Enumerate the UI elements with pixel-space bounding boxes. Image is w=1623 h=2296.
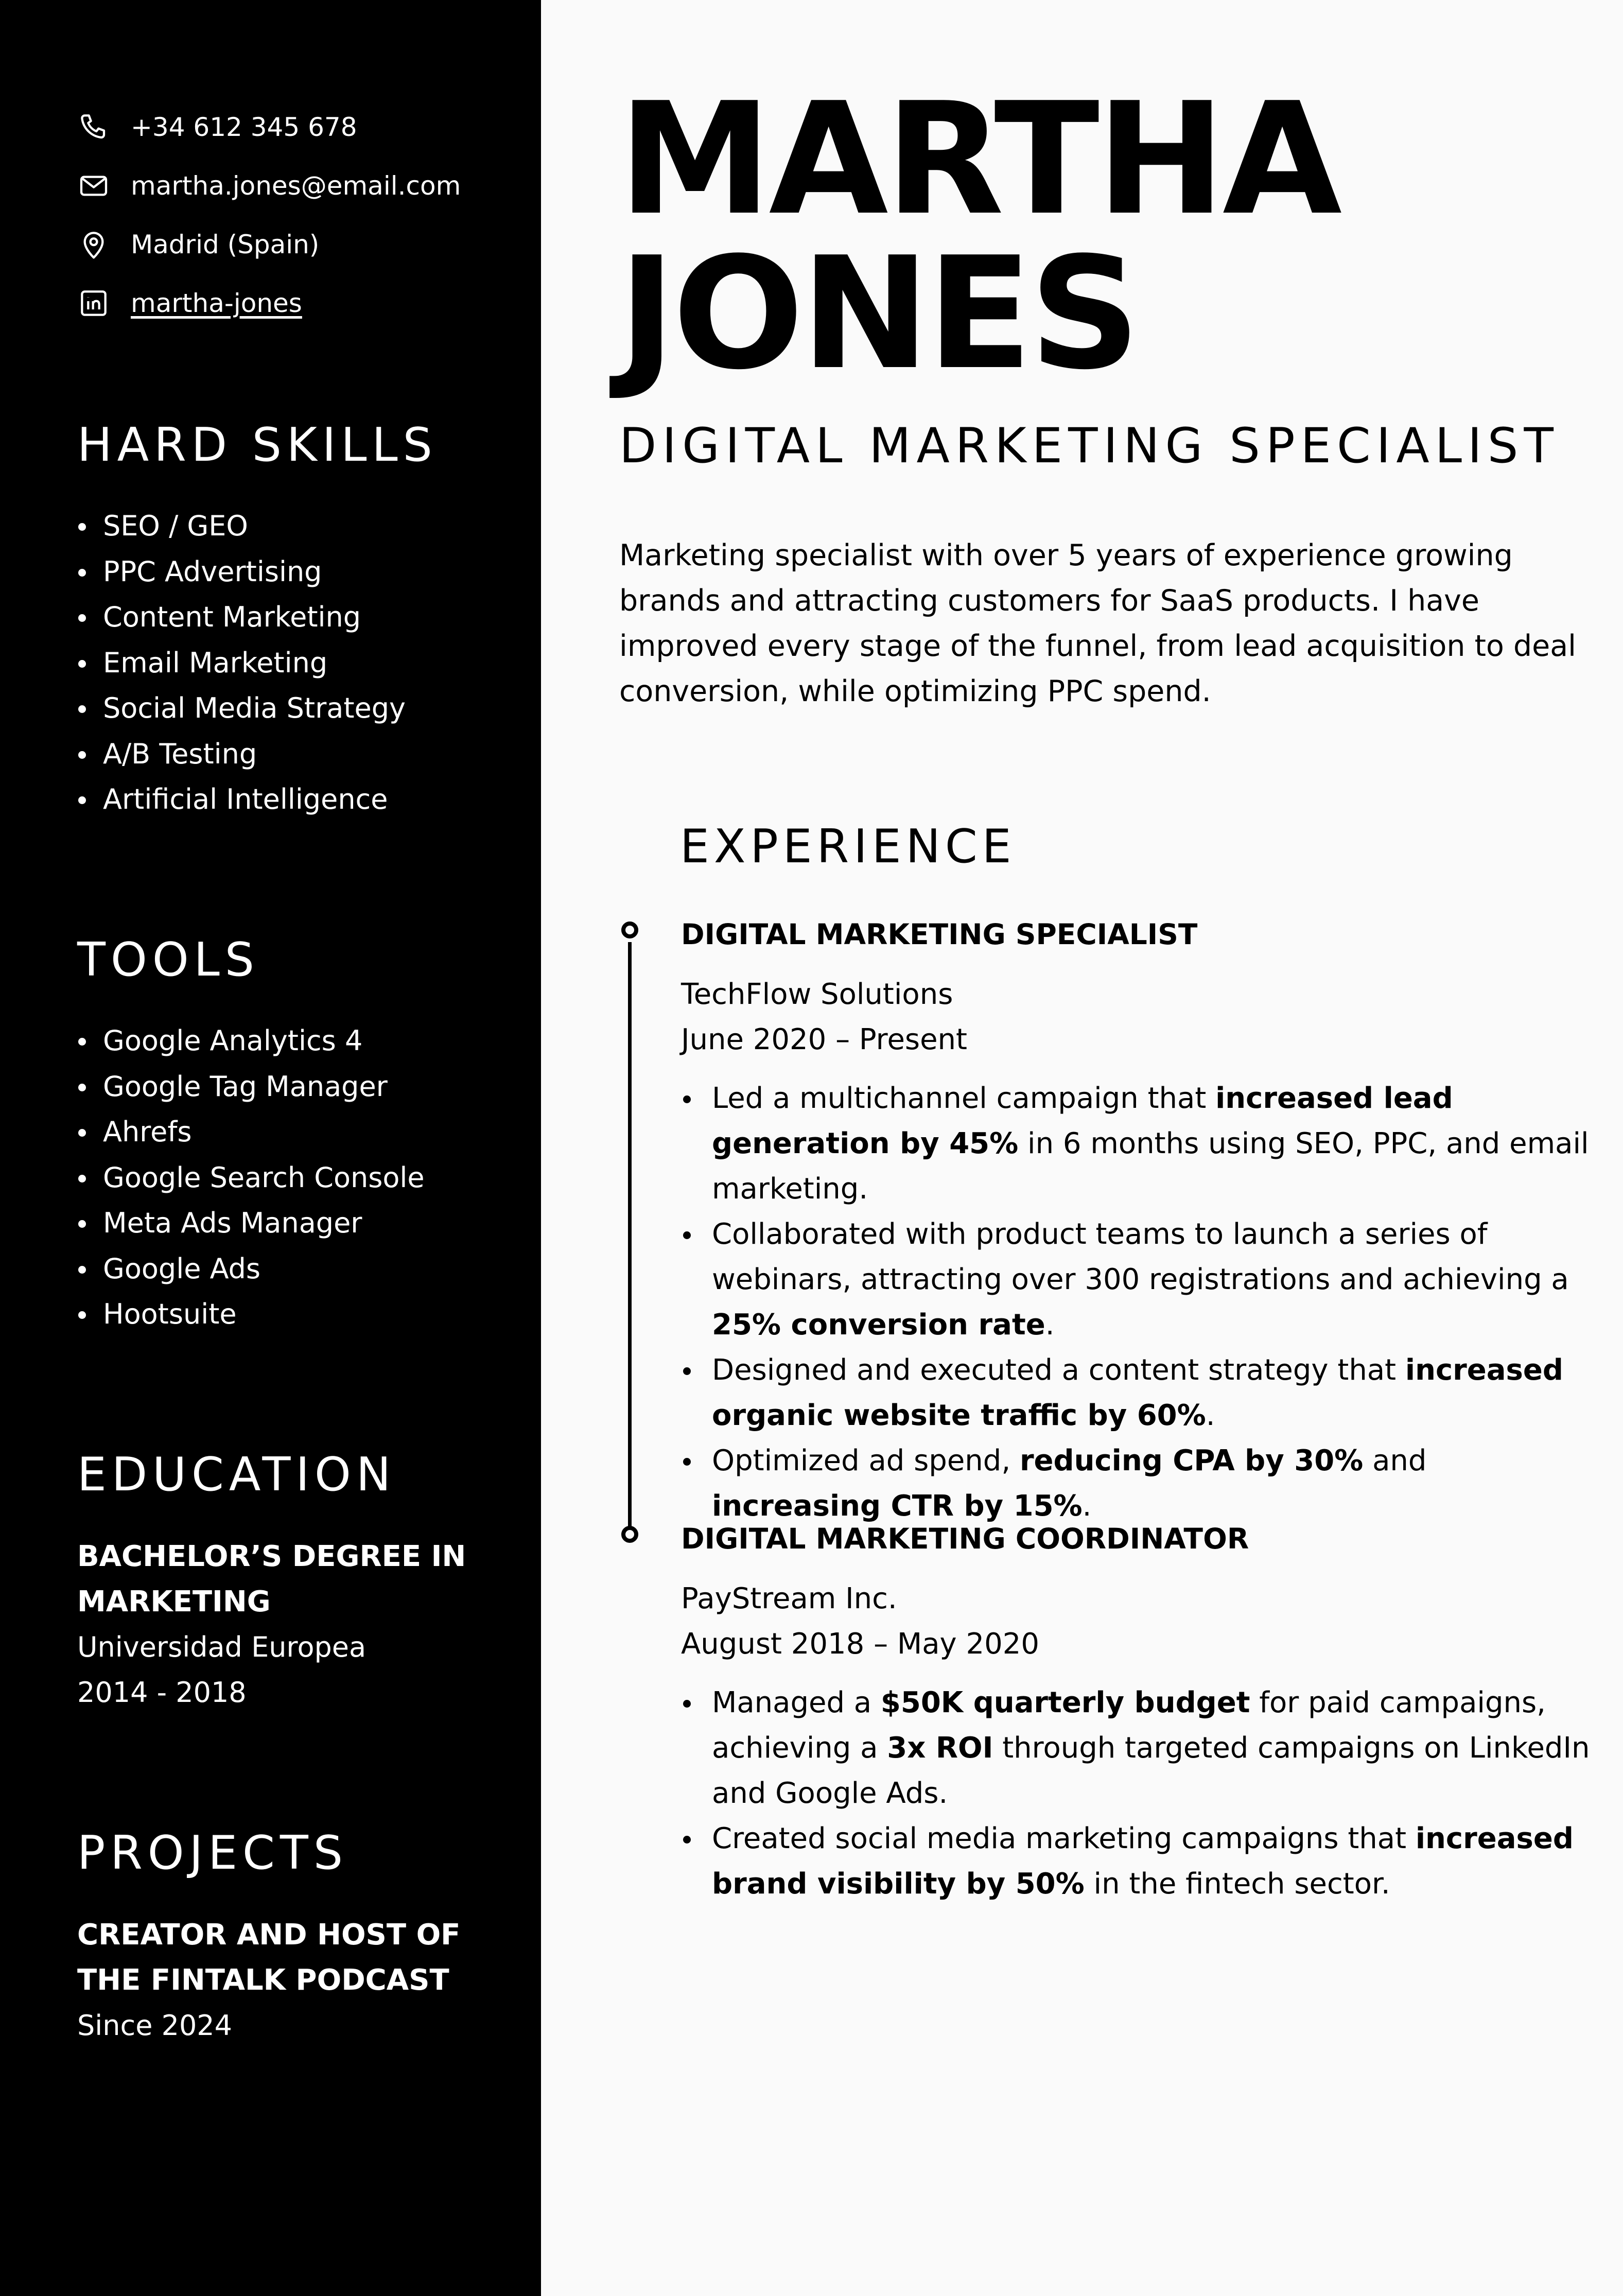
sidebar bbox=[0, 0, 541, 2296]
contact-location bbox=[77, 215, 520, 274]
project-title-line-1: CREATOR AND HOST OF bbox=[77, 1918, 461, 1952]
education-heading: EDUCATION bbox=[77, 1448, 396, 1502]
tools-heading: TOOLS bbox=[77, 933, 259, 987]
tools-list bbox=[77, 1018, 520, 1337]
job-dates: June 2020 – Present bbox=[681, 1023, 967, 1056]
degree-line-2: MARKETING bbox=[77, 1585, 271, 1619]
list-item: Created social media marketing campaigns that increased brand visibility by 50% in the fintech sector. bbox=[681, 1816, 1602, 1907]
education-years: 2014 - 2018 bbox=[77, 1676, 247, 1709]
projects-heading: PROJECTS bbox=[77, 1826, 348, 1880]
list-item: Collaborated with product teams to launch a series of webinars, attracting over 300 registrations and achieving a 25% conversion rate. bbox=[681, 1212, 1602, 1348]
experience-heading: EXPERIENCE bbox=[680, 820, 1016, 874]
email-text: martha.jones@email.com bbox=[131, 171, 461, 201]
education-entry bbox=[77, 1534, 520, 1715]
list-item: Google Analytics 4 bbox=[77, 1018, 520, 1064]
job-role: DIGITAL MARKETING SPECIALIST bbox=[681, 918, 1198, 951]
contact-block bbox=[77, 98, 520, 333]
list-item: A/B Testing bbox=[77, 732, 520, 777]
last-name: JONES bbox=[618, 224, 1138, 404]
list-item: Ahrefs bbox=[77, 1109, 520, 1155]
mail-icon bbox=[77, 169, 110, 202]
location-text: Madrid (Spain) bbox=[131, 230, 320, 259]
contact-email bbox=[77, 156, 520, 215]
list-item: Optimized ad spend, reducing CPA by 30% and increasing CTR by 15%. bbox=[681, 1438, 1602, 1529]
job-entry-1 bbox=[681, 920, 1602, 1529]
list-item: Google Tag Manager bbox=[77, 1064, 520, 1110]
list-item: PPC Advertising bbox=[77, 549, 520, 595]
job-bullets bbox=[681, 1076, 1602, 1529]
location-pin-icon bbox=[77, 228, 110, 261]
job-entry-2 bbox=[681, 1522, 1602, 1907]
timeline-dot bbox=[621, 1526, 638, 1543]
hard-skills-list bbox=[77, 503, 520, 823]
tools-section bbox=[77, 933, 520, 1337]
main-content bbox=[541, 0, 1623, 2296]
job-dates: August 2018 – May 2020 bbox=[681, 1627, 1039, 1661]
list-item: Managed a $50K quarterly budget for paid campaigns, achieving a 3x ROI through targeted campaigns on LinkedIn and Google Ads. bbox=[681, 1680, 1602, 1816]
timeline-dot bbox=[621, 921, 638, 938]
phone-text: +34 612 345 678 bbox=[131, 112, 357, 142]
company-name: PayStream Inc. bbox=[681, 1582, 897, 1615]
candidate-name bbox=[618, 69, 1339, 404]
list-item: SEO / GEO bbox=[77, 503, 520, 549]
school-name: Universidad Europea bbox=[77, 1631, 367, 1663]
list-item: Google Search Console bbox=[77, 1155, 520, 1201]
job-bullets bbox=[681, 1680, 1602, 1907]
list-item: Google Ads bbox=[77, 1246, 520, 1292]
education-section bbox=[77, 1448, 520, 1715]
project-entry bbox=[77, 1912, 520, 2048]
contact-phone bbox=[77, 98, 520, 156]
job-meta bbox=[681, 1576, 1602, 1667]
job-role: DIGITAL MARKETING COORDINATOR bbox=[681, 1522, 1249, 1555]
list-item: Social Media Strategy bbox=[77, 686, 520, 732]
phone-icon bbox=[77, 111, 110, 144]
projects-section bbox=[77, 1826, 520, 2048]
list-item: Led a multichannel campaign that increased lead generation by 45% in 6 months using SEO, PPC, and email marketing. bbox=[681, 1076, 1602, 1212]
project-title-line-2: THE FINTALK PODCAST bbox=[77, 1963, 449, 1997]
degree-line-1: BACHELOR’S DEGREE IN bbox=[77, 1540, 466, 1573]
hard-skills-section bbox=[77, 418, 520, 823]
summary-text: Marketing specialist with over 5 years of experience growing brands and attracting customers for SaaS products. I have improved every stage of the funnel, from lead acquisition to deal conversion, while optimizing PPC spend. bbox=[619, 538, 1577, 708]
list-item: Hootsuite bbox=[77, 1292, 520, 1337]
hard-skills-heading: HARD SKILLS bbox=[77, 418, 438, 472]
list-item: Artificial Intelligence bbox=[77, 777, 520, 823]
job-title: DIGITAL MARKETING SPECIALIST bbox=[619, 418, 1559, 474]
list-item: Email Marketing bbox=[77, 640, 520, 686]
first-name: MARTHA bbox=[618, 69, 1339, 249]
list-item: Designed and executed a content strategy that increased organic website traffic by 60%. bbox=[681, 1348, 1602, 1438]
list-item: Content Marketing bbox=[77, 595, 520, 640]
linkedin-link[interactable]: martha-jones bbox=[131, 288, 302, 318]
project-since: Since 2024 bbox=[77, 2009, 233, 2042]
timeline-line bbox=[628, 942, 632, 1534]
contact-linkedin[interactable] bbox=[77, 274, 520, 333]
list-item: Meta Ads Manager bbox=[77, 1201, 520, 1246]
company-name: TechFlow Solutions bbox=[681, 978, 953, 1011]
job-meta bbox=[681, 972, 1602, 1063]
linkedin-icon bbox=[77, 287, 110, 320]
